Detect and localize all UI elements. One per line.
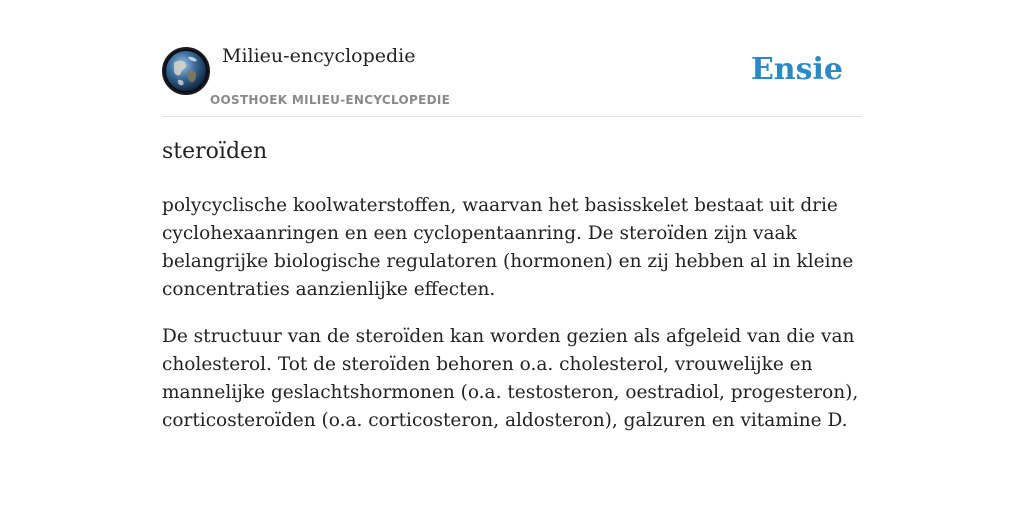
- brand-logo[interactable]: Ensie: [750, 52, 843, 87]
- article-paragraph: De structuur van de steroïden kan worden gezien als afgeleid van die van cholesterol. Tot de steroïden behoren o.a. cholesterol, vrouwelijke en mannelijke geslachtshormonen (o.a. testosteron, oestradiol, progesteron), corticosteroïden (o.a. corticosteron, aldosteron), galzuren en vitamine D.: [162, 326, 859, 431]
- site-header: [162, 0, 862, 117]
- site-name[interactable]: Milieu-encyclopedie: [222, 45, 416, 67]
- article-body: [162, 192, 862, 454]
- page-title: steroïden: [162, 139, 268, 164]
- earth-globe-icon[interactable]: [162, 47, 210, 95]
- site-subtitle: OOSTHOEK MILIEU-ENCYCLOPEDIE: [210, 93, 451, 107]
- article-paragraph: polycyclische koolwaterstoffen, waarvan het basisskelet bestaat uit drie cyclohexaanringen en een cyclopentaanring. De steroïden zijn vaak belangrijke biologische regulatoren (hormonen) en zij hebben al in kleine concentraties aanzienlijke effecten.: [162, 195, 854, 300]
